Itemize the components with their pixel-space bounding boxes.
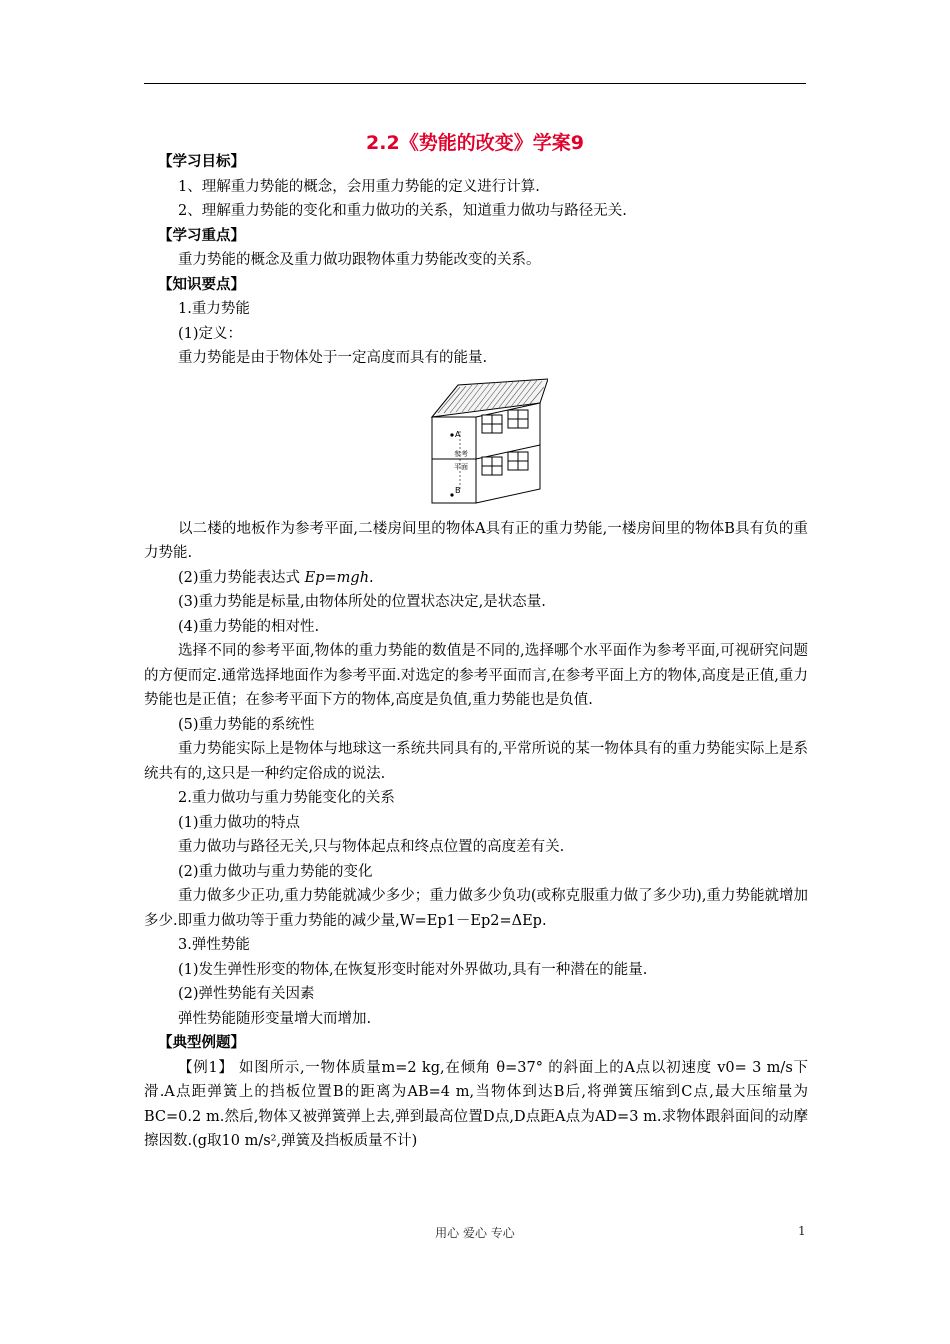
header-rule [144,83,806,84]
label-ref-2: 平面 [454,462,468,471]
focus-text: 重力势能的概念及重力做功跟物体重力势能改变的关系。 [178,252,541,268]
k1-5-text: 重力势能实际上是物体与地球这一系统共同具有的,平常所说的某一物体具有的重力势能实际上是系统共有的,这只是一种约定俗成的说法. [144,741,808,782]
k2-1-text: 重力做功与路径无关,只与物体起点和终点位置的高度差有关. [178,839,565,855]
footer-text: 用心 爱心 专心 [435,1226,515,1240]
k1-title: 1.重力势能 [178,301,250,317]
k1-2 [144,566,808,591]
goal-1: 1、理解重力势能的概念，会用重力势能的定义进行计算. [178,178,540,195]
k3-title: 3.弹性势能 [178,937,250,953]
k1-4: (4)重力势能的相对性. [178,618,320,635]
k1-1-title: (1)定义： [178,325,243,342]
house-figure [144,371,808,517]
goals-heading: 【学习目标】 [158,153,245,170]
example-1: 【例1】 如图所示,一物体质量m=2 kg,在倾角 θ=37° 的斜面上的A点以初速度 v0= 3 m/s下滑.A点距弹簧上的挡板位置B的距离为AB=4 m,当物体到达B后,将弹簧压缩到C点,最大压缩量为BC=0.2 m.然后,物体又被弹簧弹上去,弹到最高位置D点,D点距A点为AD=3 m.求物体跟斜面间的动摩擦因数.(g取10 m/s²,弹簧及挡板质量不计) [144,1059,808,1149]
k3-1: (1)发生弹性形变的物体,在恢复形变时能对外界做功,具有一种潜在的能量. [178,961,648,978]
k1-3: (3)重力势能是标量,由物体所处的位置状态决定,是状态量. [178,594,546,610]
k2-title: 2.重力做功与重力势能变化的关系 [178,790,395,806]
k3-2: (2)弹性势能有关因素 [178,986,315,1002]
label-a: A [455,429,461,439]
goal-2: 2、理解重力势能的变化和重力做功的关系，知道重力做功与路径无关. [178,203,627,219]
k1-2-formula: Ep=mgh. [304,569,374,586]
k1-4-text: 选择不同的参考平面,物体的重力势能的数值是不同的,选择哪个水平面作为参考平面,可视研究问题的方便而定.通常选择地面作为参考平面.对选定的参考平面而言,在参考平面上方的物体,高度是正值,重力势能也是正值；在参考平面下方的物体,高度是负值,重力势能也是负值. [144,643,808,708]
examples-heading: 【典型例题】 [158,1034,245,1051]
page-title: 2.2《势能的改变》学案9 [366,132,584,154]
page-number: 1 [798,1224,806,1238]
focus-heading: 【学习重点】 [158,226,245,244]
k2-2-text: 重力做多少正功,重力势能就减少多少；重力做多少负功(或称克服重力做了多少功),重力势能就增加多少.即重力做功等于重力势能的减少量,W=Ep1－Ep2=ΔEp. [144,888,808,929]
label-ref-1: 参考 [454,449,468,458]
document-body [144,150,808,1154]
k1-2-label: (2)重力势能表达式 [178,569,305,586]
k1-1-text: 重力势能是由于物体处于一定高度而具有的能量. [178,350,488,366]
k2-1: (1)重力做功的特点 [178,814,301,831]
label-b: B [455,485,461,495]
house-diagram [428,373,548,505]
k2-2: (2)重力做功与重力势能的变化 [178,863,373,880]
k1-5: (5)重力势能的系统性 [178,716,315,733]
knowledge-heading: 【知识要点】 [158,275,245,293]
k3-2-text: 弹性势能随形变量增大而增加. [178,1010,372,1027]
figure-explanation: 以二楼的地板作为参考平面,二楼房间里的物体A具有正的重力势能,一楼房间里的物体B具有负的重力势能. [144,520,808,561]
